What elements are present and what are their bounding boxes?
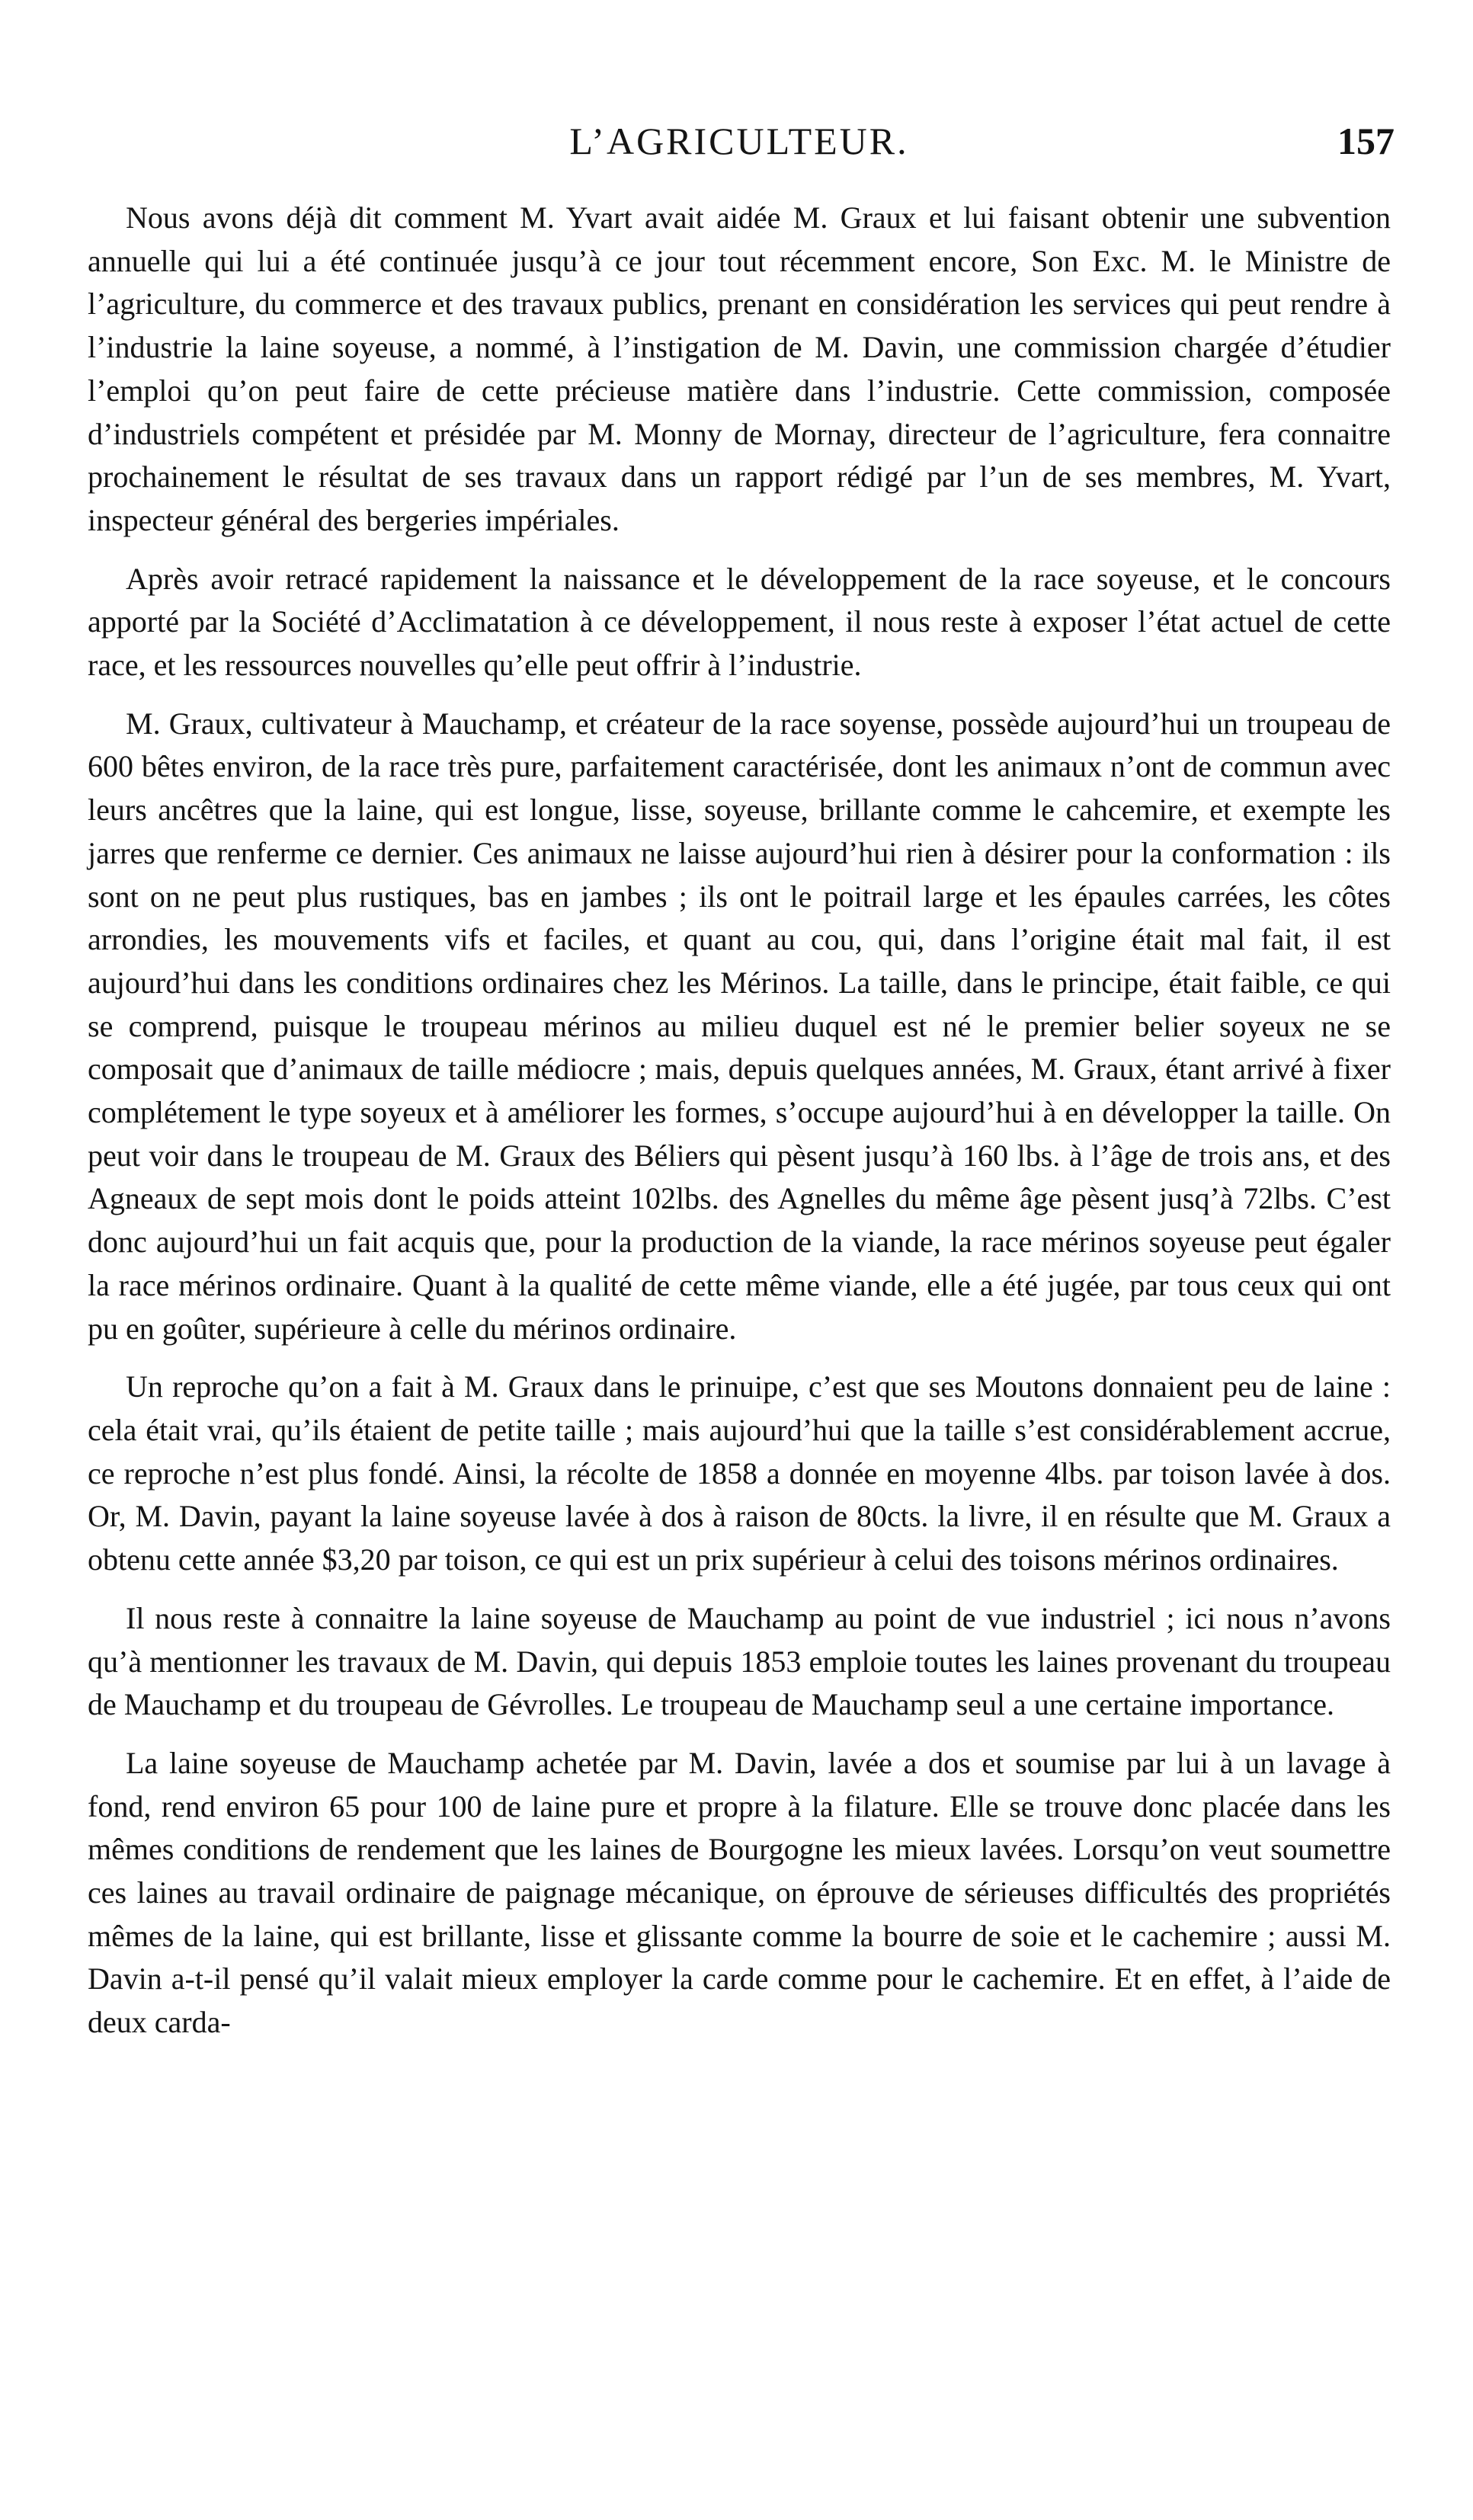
page-header [84,114,1395,168]
paragraph-5: Il nous reste à connaitre la laine soyeuse de Mauchamp au point de vue industriel ; ici nous n’avons qu’à mentionner les travaux de M. Davin, qui depuis 1853 emploie toutes les laines provenant du troupeau de Mauchamp et du troupeau de Gévrolles. Le troupeau de Mauchamp seul a une certaine importance. [88,1600,1391,1722]
paragraph-3: M. Graux, cultivateur à Mauchamp, et créateur de la race soyense, possède aujourd’hui un troupeau de 600 bêtes environ, de la race très pure, parfaitement caractérisée, dont les animaux n’ont de commun avec leurs ancêtres que la laine, qui est longue, lisse, soyeuse, brillante comme le cahcemire, et exempte les jarres que renferme ce dernier. Ces animaux ne laisse aujourd’hui rien à désirer pour la conformation : ils sont on ne peut plus rustiques, bas en jambes ; ils ont le poitrail large et les épaules carrées, les côtes arrondies, les mouvements vifs et faciles, et quant au cou, qui, dans l’origine était mal fait, il est aujourd’hui dans les conditions ordinaires chez les Mérinos. La taille, dans le principe, était faible, ce qui se comprend, puisque le troupeau mérinos au milieu duquel est né le premier belier soyeux ne se composait que d’animaux de taille médiocre ; mais, depuis quelques années, M. Graux, étant arrivé à fixer complétement le type soyeux et à améliorer les formes, s’occupe aujourd’hui à en développer la taille. On peut voir dans le troupeau de M. Graux des Béliers qui pèsent jusqu’à 160 lbs. à l’âge de trois ans, et des Agneaux de sept mois dont le poids atteint 102lbs. des Agnelles du même âge pèsent jusq’à 72lbs. C’est donc aujourd’hui un fait acquis que, pour la production de la viande, la race mérinos soyeuse peut égaler la race mérinos ordinaire. Quant à la qualité de cette même viande, elle a été jugée, par tous ceux qui ont pu en goûter, supérieure à celle du mérinos ordinaire. [88,706,1391,1346]
body-text [88,197,1391,2060]
paragraph-2: Après avoir retracé rapidement la naissance et le développement de la race soyeuse, et le concours apporté par la Société d’Acclimatation à ce développement, il nous reste à exposer l’état actuel de cette race, et les ressources nouvelles qu’elle peut offrir à l’industrie. [88,561,1391,683]
running-title: L’AGRICULTEUR. [569,120,909,162]
paragraph-6: La laine soyeuse de Mauchamp achetée par M. Davin, lavée a dos et soumise par lui à un lavage à fond, rend environ 65 pour 100 de laine pure et propre à la filature. Elle se trouve donc placée dans les mêmes conditions de rendement que les laines de Bourgogne les mieux lavées. Lorsqu’on veut soumettre ces laines au travail ordinaire de paignage mécanique, on éprouve de sérieuses difficultés des propriétés mêmes de la laine, qui est brillante, lisse et glissante comme la bourre de soie et le cachemire ; aussi M. Davin a-t-il pensé qu’il valait mieux employer la carde comme pour le cachemire. Et en effet, à l’aide de deux carda- [88,1745,1391,2040]
page-number: 157 [1337,120,1395,162]
paragraph-1: Nous avons déjà dit comment M. Yvart avait aidée M. Graux et lui faisant obtenir une subvention annuelle qui lui a été continuée jusqu’à ce jour tout récemment encore, Son Exc. M. le Ministre de l’agriculture, du commerce et des travaux publics, prenant en considération les services qui peut rendre à l’industrie la laine soyeuse, a nommé, à l’instigation de M. Davin, une commission chargée d’étudier l’emploi qu’on peut faire de cette précieuse matière dans l’industrie. Cette commission, composée d’industriels compétent et présidée par M. Monny de Mornay, directeur de l’agriculture, fera connaitre prochainement le résultat de ses travaux dans un rapport rédigé par l’un de ses membres, M. Yvart, inspecteur général des bergeries impériales. [88,200,1391,537]
paragraph-4: Un reproche qu’on a fait à M. Graux dans le prinuipe, c’est que ses Moutons donnaient peu de laine : cela était vrai, qu’ils étaient de petite taille ; mais aujourd’hui que la taille s’est considérablement accrue, ce reproche n’est plus fondé. Ainsi, la récolte de 1858 a donnée en moyenne 4lbs. par toison lavée à dos. Or, M. Davin, payant la laine soyeuse lavée à dos à raison de 80cts. la livre, il en résulte que M. Graux a obtenu cette année $3,20 par toison, ce qui est un prix supérieur à celui des toisons mérinos ordinaires. [88,1369,1391,1577]
